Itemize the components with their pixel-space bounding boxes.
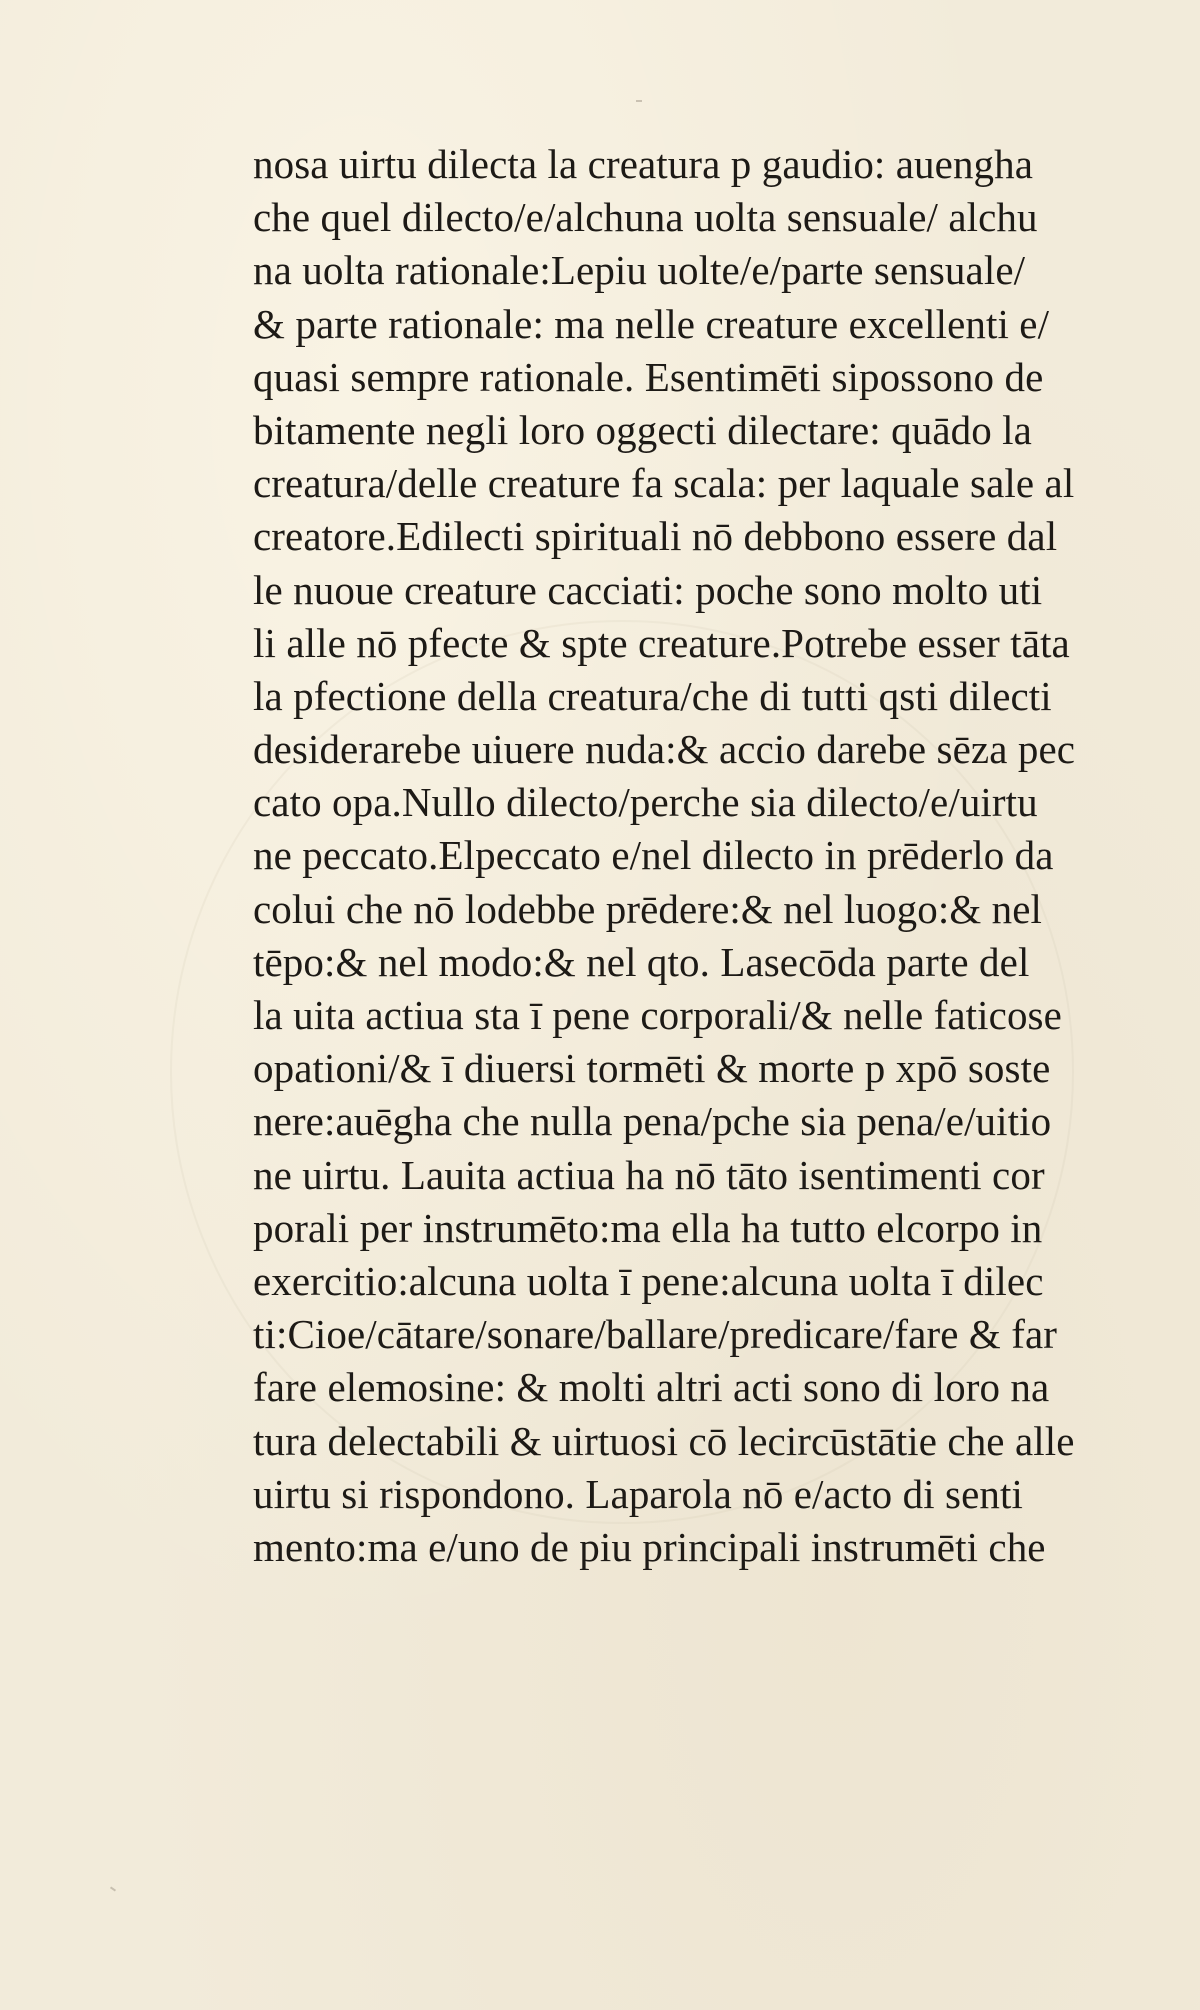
text-line: quasi sempre rationale. Esentimēti sipossono de xyxy=(253,353,1044,400)
text-line: colui che nō lodebbe prēdere:& nel luogo:& nel xyxy=(253,885,1043,932)
text-line: creatore.Edilecti spirituali nō debbono essere dal xyxy=(253,513,1058,560)
text-line: porali per instrumēto:ma ella ha tutto elcorpo in xyxy=(253,1204,1043,1251)
text-line: tēpo:& nel modo:& nel qto. Lasecōda parte del xyxy=(253,938,1030,985)
text-line: nosa uirtu dilecta la creatura p gaudio: auengha xyxy=(253,141,1034,187)
paper-speck xyxy=(110,1886,116,1891)
text-line: la uita actiua sta ī pene corporali/& nelle faticose xyxy=(253,992,1062,1038)
text-line: che quel dilecto/e/alchuna uolta sensuale/ alchu xyxy=(253,194,1038,241)
text-line: ti:Cioe/cātare/sonare/ballare/predicare/fare & far xyxy=(253,1311,1058,1358)
text-line: cato opa.Nullo dilecto/perche sia dilecto/e/uirtu xyxy=(253,779,1038,826)
text-line: desiderarebe uiuere nuda:& accio darebe sēza pec xyxy=(253,726,1076,773)
text-line: nere:auēgha che nulla pena/pche sia pena/e/uitio xyxy=(253,1098,1052,1145)
text-line: la pfectione della creatura/che di tutti qsti dilecti xyxy=(253,672,1052,719)
text-line: li alle nō pfecte & spte creature.Potrebe esser tāta xyxy=(253,619,1070,666)
text-line: mento:ma e/uno de piu principali instrumēti che xyxy=(253,1523,1046,1570)
text-line: creatura/delle creature fa scala: per laquale sale al xyxy=(253,460,1075,507)
text-line: le nuoue creature cacciati: poche sono molto uti xyxy=(253,566,1043,613)
text-line: uirtu si rispondono. Laparola nō e/acto di senti xyxy=(253,1470,1023,1517)
paper-speck xyxy=(636,100,642,102)
text-line: ne uirtu. Lauita actiua ha nō tāto isentimenti cor xyxy=(253,1151,1045,1198)
text-line: opationi/& ī diuersi tormēti & morte p xpō soste xyxy=(253,1045,1051,1092)
text-line: exercitio:alcuna uolta ī pene:alcuna uolta ī dilec xyxy=(253,1257,1044,1304)
text-line: ne peccato.Elpeccato e/nel dilecto in prēderlo da xyxy=(253,832,1054,879)
page-text xyxy=(253,138,1153,1574)
text-line: fare elemosine: & molti altri acti sono di loro na xyxy=(253,1364,1050,1411)
text-line: bitamente negli loro oggecti dilectare: quādo la xyxy=(253,406,1032,453)
text-line: & parte rationale: ma nelle creature excellenti e/ xyxy=(253,300,1050,347)
text-line: na uolta rationale:Lepiu uolte/e/parte sensuale/ xyxy=(253,247,1026,294)
text-line: tura delectabili & uirtuosi cō lecircūstātie che alle xyxy=(253,1417,1075,1464)
